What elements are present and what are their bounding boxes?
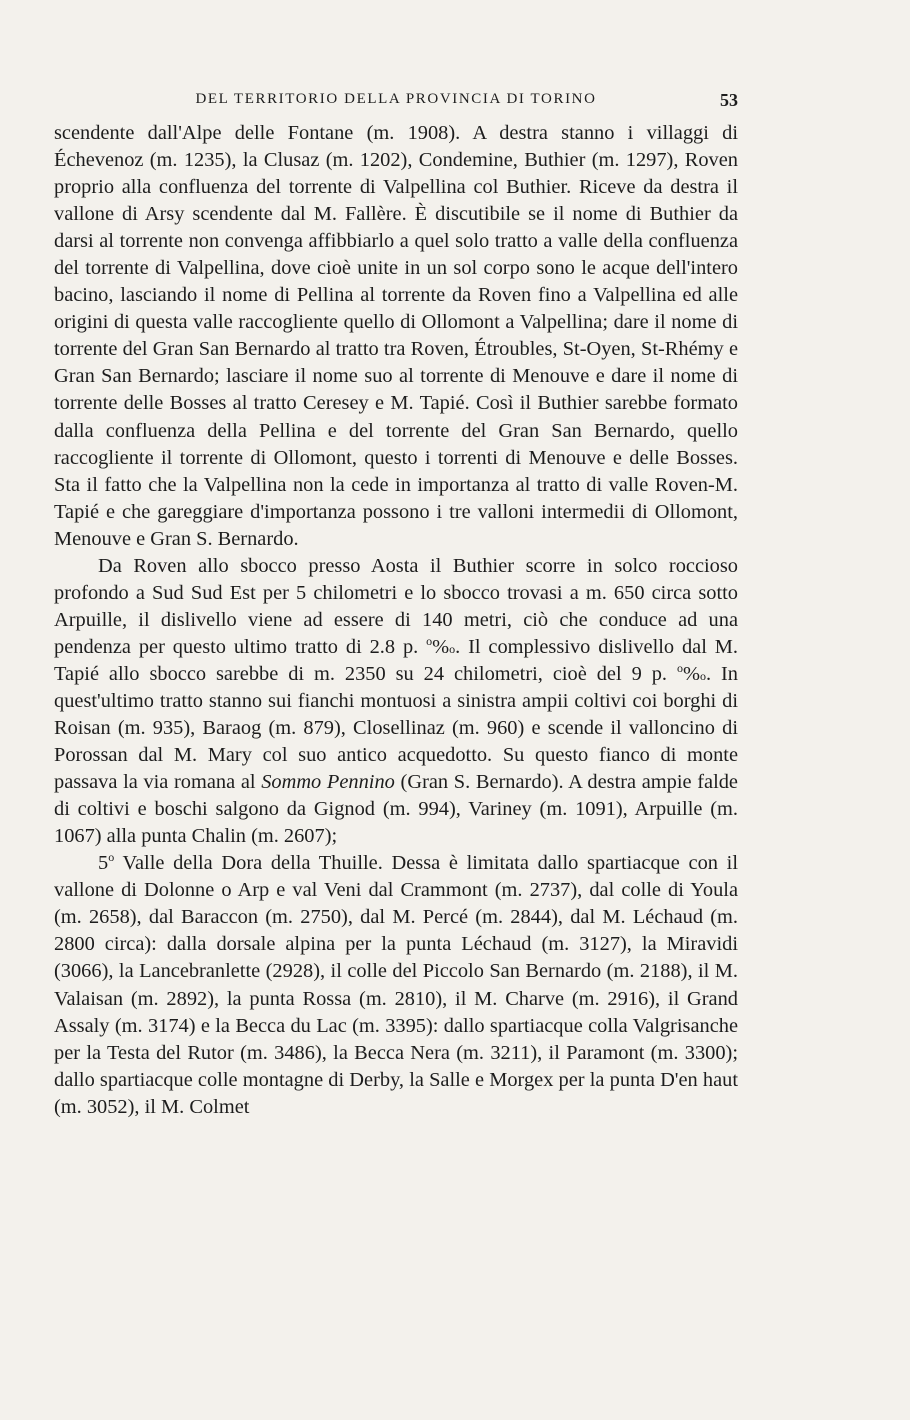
paragraph-2-part-3: In quest'ultimo tratto stanno sui fianchi montuosi a sinistra ampii coltivi coi borghi di Roisan (m. 935), Baraog (m. 879), Closellinaz (m. 960) e scende il valloncino di Porossan dal M. Mary col suo antico acquedotto. Su questo fianco di monte passava la via romana al bbox=[54, 662, 738, 794]
section-number: 5 bbox=[98, 852, 109, 875]
percent-sign-sub-2: o bbox=[699, 668, 706, 683]
percent-sign-2: % bbox=[682, 662, 700, 685]
page-number: 53 bbox=[720, 90, 738, 110]
paragraph-2-part-2: Il complessivo dislivello dal M. Tapié allo sbocco sarebbe di m. 2350 su 24 chilometri, cioè del 9 p. bbox=[54, 635, 738, 685]
italic-place-name: Sommo Pennino bbox=[261, 771, 395, 794]
percent-sign-1: % bbox=[432, 635, 450, 658]
paragraph-3-text: Valle della Dora della Thuille. Dessa è limitata dallo spartiacque con il vallone di Dolonne o Arp e val Veni dal Crammont (m. 2737), dal colle di Youla (m. 2658), dal Baraccon (m. 2750), dal M. Percé (m. 2844), dal M. Léchaud (m. 2800 circa): dalla dorsale alpina per la punta Léchaud (m. 3127), la Miravidi (3066), la Lancebranlette (2928), il colle del Piccolo San Bernardo (m. 2188), il M. Valaisan (m. 2892), la punta Rossa (m. 2810), il M. Charve (m. 2916), il Grand Assaly (m. 3174) e la Becca du Lac (m. 3395): dallo spartiacque colla Valgrisanche per la Testa del Rutor (m. 3486), la Becca Nera (m. 3211), il Paramont (m. 3300); dallo spartiacque colle montagne di Derby, la Salle e Morgex per la punta D'en haut (m. 3052), il M. Colmet bbox=[54, 852, 739, 1118]
section-number-sup: o bbox=[108, 850, 115, 865]
running-title: DEL TERRITORIO DELLA PROVINCIA DI TORINO bbox=[195, 91, 597, 107]
percent-sign-sub-1: o bbox=[449, 641, 456, 656]
paragraph-2-part-4: (Gran S. Bernardo). A destra ampie falde di coltivi e boschi salgono da Gignod (m. 994), Variney (m. 1091), Arpuille (m. 1067) alla punta Chalin (m. 2607); bbox=[54, 771, 738, 848]
percent-sign-sup-1: o bbox=[426, 634, 433, 649]
paragraph-2: Da Roven allo sbocco presso Aosta il Buthier scorre in solco roccioso profondo a Sud Sud Est per 5 chilometri e lo sbocco trovasi a m. 650 circa sotto Arpuille, il dislivello viene ad essere di 140 metri, ciò che conduce ad una pendenza per questo ultimo tratto di 2.8 p. $^o$%o. Il complessivo dislivello dal M. Tapié allo sbocco sarebbe di m. 2350 su 24 chilometri, cioè del 9 p. $^o$%o. In quest'ultimo tratto stanno sui fianchi montuosi a sinistra ampii coltivi coi borghi di Roisan (m. 935), Baraog (m. 879), Closellinaz (m. 960) e scende il valloncino di Porossan dal M. Mary col suo antico acquedotto. Su questo fianco di monte passava la via romana al Sommo Pennino (Gran S. Bernardo). A destra ampie falde di coltivi e boschi salgono da Gignod (m. 994), Variney (m. 1091), Arpuille (m. 1067) alla punta Chalin (m. 2607); bbox=[54, 554, 738, 848]
page-header bbox=[54, 91, 738, 115]
paragraph-3 bbox=[54, 850, 738, 1120]
paragraph-1: scendente dall'Alpe delle Fontane (m. 1908). A destra stanno i villaggi di Échevenoz (m. 1235), la Clusaz (m. 1202), Condemine, Buthier (m. 1297), Roven proprio alla confluenza del torrente di Valpellina col Buthier. Riceve da destra il vallone di Arsy scendente dal M. Fallère. È discutibile se il nome di Buthier da darsi al torrente non convenga affibbiarlo a quel solo tratto a valle della confluenza del torrente di Valpellina, dove cioè unite in un sol corpo sono le acque dell'intero bacino, lasciando il nome di Pellina al torrente da Roven fino a Valpellina ed alle origini di questa valle raccogliente quello di Ollomont a Valpellina; dare il nome di torrente del Gran San Bernardo al tratto tra Roven, Étroubles, St-Oyen, St-Rhémy e Gran San Bernardo; lasciare il nome suo al torrente di Menouve e dare il nome di torrente delle Bosses al tratto Ceresey e M. Tapié. Così il Buthier sarebbe formato dalla confluenza della Pellina e del torrente del Gran San Bernardo, quello raccogliente il torrente di Ollomont, questo i torrenti di Menouve e delle Bosses. Sta il fatto che la Valpellina non la cede in importanza al tratto di valle Roven-M. Tapié e che gareggiare d'importanza possono i tre valloni intermedii di Ollomont, Menouve e Gran S. Bernardo. bbox=[54, 122, 738, 550]
paragraph-2-part-1: Da Roven allo sbocco presso Aosta il Buthier scorre in solco roccioso profondo a Sud Sud Est per 5 chilometri e lo sbocco trovasi a m. 650 circa sotto Arpuille, il dislivello viene ad essere di 140 metri, ciò che conduce ad una pendenza per questo ultimo tratto di 2.8 p. bbox=[54, 554, 738, 658]
body-text bbox=[54, 120, 738, 1121]
percent-sign-sup-2: o bbox=[676, 661, 683, 676]
